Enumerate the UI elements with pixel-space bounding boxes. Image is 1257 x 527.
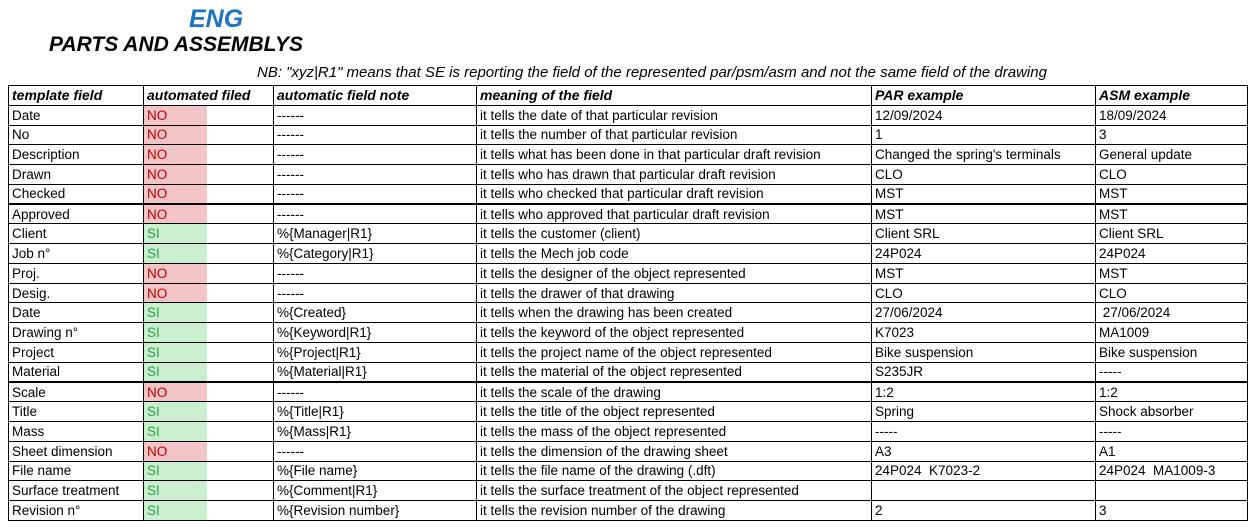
cell-meaning: it tells the date of that particular revision xyxy=(477,105,872,125)
table-row xyxy=(9,105,1248,125)
cell-par-example: 24P024 xyxy=(872,244,1096,264)
cell-meaning: it tells the designer of the object represented xyxy=(477,263,872,283)
table-row xyxy=(9,244,1248,264)
cell-automatic-field-note: %{Manager|R1} xyxy=(274,224,477,244)
column-header-automated-filed: automated filed xyxy=(144,86,274,106)
cell-automatic-field-note: ------ xyxy=(274,204,477,224)
cell-automatic-field-note: %{File name} xyxy=(274,461,477,481)
cell-template-field: No xyxy=(9,125,144,145)
cell-template-field: Job n° xyxy=(9,244,144,264)
cell-asm-example: ----- xyxy=(1096,362,1248,382)
automated-value: SI xyxy=(147,463,160,479)
cell-template-field: Mass xyxy=(9,422,144,442)
cell-asm-example: MA1009 xyxy=(1096,323,1248,343)
automated-value: SI xyxy=(147,344,160,360)
cell-template-field: Client xyxy=(9,224,144,244)
cell-automated-filed xyxy=(144,323,274,343)
cell-automatic-field-note: ------ xyxy=(274,145,477,165)
cell-automatic-field-note: ------ xyxy=(274,283,477,303)
cell-template-field: Date xyxy=(9,105,144,125)
nb-note: NB: "xyz|R1" means that SE is reporting the field of the represented par/psm/asm and not the same field of the drawing xyxy=(257,64,1047,81)
table-row xyxy=(9,501,1248,521)
cell-asm-example xyxy=(1096,481,1248,501)
cell-par-example: A3 xyxy=(872,441,1096,461)
cell-asm-example: MST xyxy=(1096,204,1248,224)
page-title: PARTS AND ASSEMBLYS xyxy=(49,33,303,56)
cell-automatic-field-note: ------ xyxy=(274,184,477,204)
cell-automatic-field-note: %{Project|R1} xyxy=(274,342,477,362)
cell-asm-example: CLO xyxy=(1096,165,1248,185)
cell-meaning: it tells the Mech job code xyxy=(477,244,872,264)
column-header-meaning: meaning of the field xyxy=(477,86,872,106)
cell-automatic-field-note: %{Title|R1} xyxy=(274,402,477,422)
cell-meaning: it tells the revision number of the drawing xyxy=(477,501,872,521)
cell-par-example: 27/06/2024 xyxy=(872,303,1096,323)
cell-template-field: Revision n° xyxy=(9,501,144,521)
cell-automated-filed xyxy=(144,283,274,303)
cell-par-example: Spring xyxy=(872,402,1096,422)
automated-value: SI xyxy=(147,502,160,518)
cell-par-example: Client SRL xyxy=(872,224,1096,244)
cell-meaning: it tells the file name of the drawing (.dft) xyxy=(477,461,872,481)
cell-template-field: Scale xyxy=(9,382,144,402)
cell-automated-filed xyxy=(144,244,274,264)
cell-template-field: Approved xyxy=(9,204,144,224)
cell-automated-filed xyxy=(144,362,274,382)
cell-par-example: 1:2 xyxy=(872,382,1096,402)
table-row xyxy=(9,441,1248,461)
cell-meaning: it tells the scale of the drawing xyxy=(477,382,872,402)
cell-automated-filed xyxy=(144,461,274,481)
cell-template-field: Proj. xyxy=(9,263,144,283)
cell-automatic-field-note: ------ xyxy=(274,263,477,283)
cell-asm-example: 3 xyxy=(1096,501,1248,521)
cell-automated-filed xyxy=(144,441,274,461)
cell-automated-filed xyxy=(144,422,274,442)
cell-automated-filed xyxy=(144,165,274,185)
automated-value: NO xyxy=(147,166,168,182)
sheet-title: ENG xyxy=(189,5,244,33)
cell-automatic-field-note: ------ xyxy=(274,382,477,402)
cell-meaning: it tells the keyword of the object represented xyxy=(477,323,872,343)
cell-meaning: it tells the drawer of that drawing xyxy=(477,283,872,303)
table-row xyxy=(9,422,1248,442)
column-header-asm-example: ASM example xyxy=(1096,86,1248,106)
cell-par-example: 1 xyxy=(872,125,1096,145)
cell-par-example: 24P024 K7023-2 xyxy=(872,461,1096,481)
cell-automatic-field-note: ------ xyxy=(274,105,477,125)
cell-template-field: Date xyxy=(9,303,144,323)
cell-par-example: MST xyxy=(872,184,1096,204)
table-row xyxy=(9,402,1248,422)
cell-automatic-field-note: ------ xyxy=(274,125,477,145)
cell-automatic-field-note: %{Category|R1} xyxy=(274,244,477,264)
cell-automated-filed xyxy=(144,125,274,145)
cell-asm-example: 24P024 xyxy=(1096,244,1248,264)
cell-automatic-field-note: ------ xyxy=(274,165,477,185)
automated-value: SI xyxy=(147,404,160,420)
cell-asm-example: MST xyxy=(1096,184,1248,204)
cell-asm-example: Bike suspension xyxy=(1096,342,1248,362)
cell-asm-example: 1:2 xyxy=(1096,382,1248,402)
table-row xyxy=(9,204,1248,224)
cell-asm-example: ----- xyxy=(1096,422,1248,442)
cell-par-example: 12/09/2024 xyxy=(872,105,1096,125)
cell-template-field: File name xyxy=(9,461,144,481)
cell-meaning: it tells the customer (client) xyxy=(477,224,872,244)
cell-par-example: CLO xyxy=(872,165,1096,185)
cell-meaning: it tells the mass of the object represented xyxy=(477,422,872,442)
cell-asm-example: 27/06/2024 xyxy=(1096,303,1248,323)
cell-automated-filed xyxy=(144,184,274,204)
cell-template-field: Surface treatment xyxy=(9,481,144,501)
table-row xyxy=(9,382,1248,402)
automated-value: SI xyxy=(147,325,160,341)
cell-meaning: it tells the surface treatment of the object represented xyxy=(477,481,872,501)
cell-automated-filed xyxy=(144,224,274,244)
table-row xyxy=(9,323,1248,343)
cell-par-example: CLO xyxy=(872,283,1096,303)
cell-template-field: Sheet dimension xyxy=(9,441,144,461)
cell-par-example: Bike suspension xyxy=(872,342,1096,362)
cell-asm-example: General update xyxy=(1096,145,1248,165)
cell-template-field: Material xyxy=(9,362,144,382)
cell-meaning: it tells who approved that particular draft revision xyxy=(477,204,872,224)
cell-automated-filed xyxy=(144,204,274,224)
table-row xyxy=(9,362,1248,382)
cell-automated-filed xyxy=(144,145,274,165)
table-row xyxy=(9,145,1248,165)
table-row xyxy=(9,184,1248,204)
automated-value: SI xyxy=(147,226,160,242)
cell-par-example: 2 xyxy=(872,501,1096,521)
cell-meaning: it tells when the drawing has been created xyxy=(477,303,872,323)
automated-value: NO xyxy=(147,285,168,301)
cell-meaning: it tells the material of the object represented xyxy=(477,362,872,382)
automated-value: SI xyxy=(147,483,160,499)
field-table-body xyxy=(9,105,1248,520)
cell-automated-filed xyxy=(144,501,274,521)
automated-value: NO xyxy=(147,186,168,202)
cell-asm-example: CLO xyxy=(1096,283,1248,303)
cell-par-example: S235JR xyxy=(872,362,1096,382)
automated-value: NO xyxy=(147,127,168,143)
cell-par-example: K7023 xyxy=(872,323,1096,343)
cell-asm-example: Shock absorber xyxy=(1096,402,1248,422)
cell-template-field: Description xyxy=(9,145,144,165)
cell-asm-example: 24P024 MA1009-3 xyxy=(1096,461,1248,481)
table-row xyxy=(9,263,1248,283)
automated-value: SI xyxy=(147,246,160,261)
cell-automated-filed xyxy=(144,402,274,422)
cell-automated-filed xyxy=(144,342,274,362)
cell-asm-example: 18/09/2024 xyxy=(1096,105,1248,125)
cell-automated-filed xyxy=(144,481,274,501)
cell-par-example xyxy=(872,481,1096,501)
automated-value: NO xyxy=(147,265,168,281)
automated-value: NO xyxy=(147,206,168,222)
cell-automatic-field-note: %{Revision number} xyxy=(274,501,477,521)
cell-meaning: it tells who checked that particular draft revision xyxy=(477,184,872,204)
cell-asm-example: 3 xyxy=(1096,125,1248,145)
cell-automated-filed xyxy=(144,382,274,402)
table-row xyxy=(9,125,1248,145)
automated-value: NO xyxy=(147,443,168,459)
table-row xyxy=(9,165,1248,185)
table-row xyxy=(9,224,1248,244)
cell-automatic-field-note: %{Comment|R1} xyxy=(274,481,477,501)
cell-automatic-field-note: %{Keyword|R1} xyxy=(274,323,477,343)
cell-template-field: Desig. xyxy=(9,283,144,303)
cell-automated-filed xyxy=(144,263,274,283)
automated-value: NO xyxy=(147,147,168,163)
cell-asm-example: A1 xyxy=(1096,441,1248,461)
cell-template-field: Drawn xyxy=(9,165,144,185)
cell-meaning: it tells the dimension of the drawing sheet xyxy=(477,441,872,461)
cell-par-example: MST xyxy=(872,204,1096,224)
column-header-par-example: PAR example xyxy=(872,86,1096,106)
table-row xyxy=(9,303,1248,323)
cell-automatic-field-note: %{Created} xyxy=(274,303,477,323)
cell-automated-filed xyxy=(144,303,274,323)
table-row xyxy=(9,461,1248,481)
cell-meaning: it tells the project name of the object represented xyxy=(477,342,872,362)
cell-meaning: it tells the number of that particular revision xyxy=(477,125,872,145)
cell-par-example: ----- xyxy=(872,422,1096,442)
cell-asm-example: MST xyxy=(1096,263,1248,283)
cell-par-example: MST xyxy=(872,263,1096,283)
table-header-row xyxy=(9,86,1248,106)
cell-asm-example: Client SRL xyxy=(1096,224,1248,244)
column-header-template-field: template field xyxy=(9,86,144,106)
cell-meaning: it tells who has drawn that particular draft revision xyxy=(477,165,872,185)
automated-value: SI xyxy=(147,423,160,439)
automated-value: SI xyxy=(147,364,160,380)
cell-meaning: it tells the title of the object represented xyxy=(477,402,872,422)
table-row xyxy=(9,283,1248,303)
cell-automatic-field-note: %{Mass|R1} xyxy=(274,422,477,442)
column-header-automatic-field-note: automatic field note xyxy=(274,86,477,106)
cell-template-field: Drawing n° xyxy=(9,323,144,343)
cell-automatic-field-note: %{Material|R1} xyxy=(274,362,477,382)
cell-template-field: Title xyxy=(9,402,144,422)
cell-par-example: Changed the spring's terminals xyxy=(872,145,1096,165)
automated-value: SI xyxy=(147,305,160,321)
automated-value: NO xyxy=(147,107,168,123)
cell-automated-filed xyxy=(144,105,274,125)
cell-template-field: Project xyxy=(9,342,144,362)
fields-table xyxy=(8,85,1248,521)
cell-meaning: it tells what has been done in that particular draft revision xyxy=(477,145,872,165)
automated-value: NO xyxy=(147,384,168,400)
cell-template-field: Checked xyxy=(9,184,144,204)
table-row xyxy=(9,481,1248,501)
table-row xyxy=(9,342,1248,362)
cell-automatic-field-note: ------ xyxy=(274,441,477,461)
